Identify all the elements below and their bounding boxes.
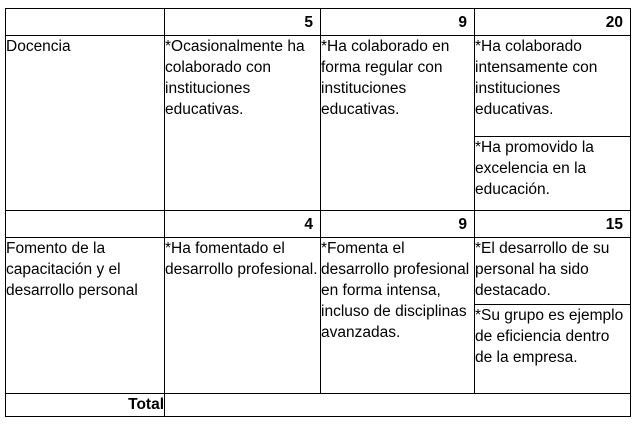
level-mid-description: *Fomenta el desarrollo profesional en forma intensa, incluso de disciplinas avanzadas.: [321, 238, 475, 394]
score-header-row: [6, 9, 631, 36]
header-blank-cell: [6, 9, 165, 36]
level-high-description: *El desarrollo de su personal ha sido destacado.: [475, 238, 631, 305]
score-low: 4: [165, 211, 321, 238]
level-mid-description: *Ha colaborado en forma regular con instituciones educativas.: [321, 36, 475, 211]
score-high: 15: [475, 211, 631, 238]
score-low: 5: [165, 9, 321, 36]
total-row: [6, 394, 631, 417]
level-low-description: *Ha fomentado el desarrollo profesional.: [165, 238, 321, 394]
score-high: 20: [475, 9, 631, 36]
criterion-row: [6, 36, 631, 137]
level-high-description: *Ha promovido la excelencia en la educación.: [475, 137, 631, 211]
criterion-label: Fomento de la capacitación y el desarrollo personal: [6, 238, 165, 394]
score-header-row: [6, 211, 631, 238]
score-mid: 9: [321, 9, 475, 36]
score-mid: 9: [321, 211, 475, 238]
criterion-row: [6, 238, 631, 305]
header-blank-cell: [6, 211, 165, 238]
level-low-description: *Ocasionalmente ha colaborado con instituciones educativas.: [165, 36, 321, 211]
level-high-description: *Ha colaborado intensamente con instituciones educativas.: [475, 36, 631, 137]
total-label: Total: [6, 394, 165, 417]
criterion-label: Docencia: [6, 36, 165, 211]
level-high-description: *Su grupo es ejemplo de eficiencia dentro de la empresa.: [475, 305, 631, 394]
rubric-table: [5, 8, 631, 417]
total-value-cell: [165, 394, 631, 417]
